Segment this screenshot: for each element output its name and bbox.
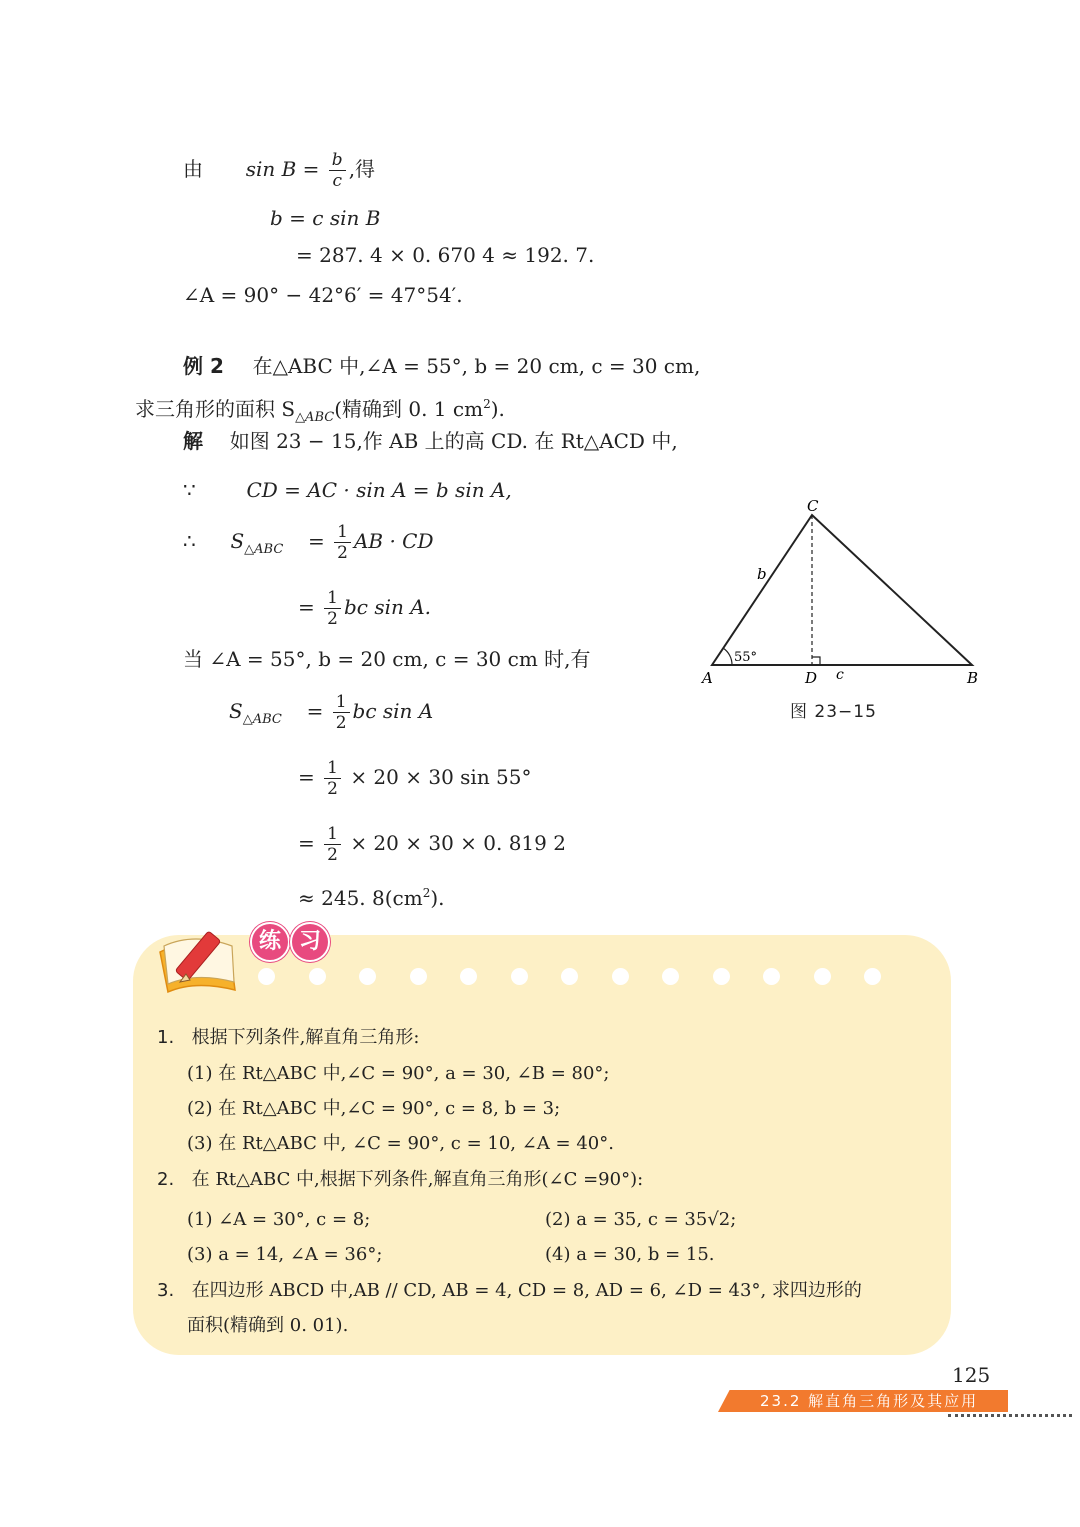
area-calc-3: = $\frac{1}{2}$ × 20 × 30 × 0. 819 2 [298,824,566,865]
decor-dot [511,968,528,985]
decor-dot [713,968,730,985]
area-calc-1: $S_{\triangle ABC}$ = $\frac{1}{2}$ bc sin A [229,692,434,733]
side-label-c: c [836,667,844,683]
decor-dot [410,968,427,985]
triangle-figure [690,495,1000,695]
exercise-1-1: (1) 在 Rt△ABC 中,∠C = 90°, a = 30, ∠B = 80°; [187,1063,610,1084]
side-label-b: b [757,565,767,583]
exercise-2: 2. 在 Rt△ABC 中,根据下列条件,解直角三角形(∠C =90°): [157,1169,644,1190]
figure-caption: 图 23−15 [790,702,877,722]
vertex-label-b: B [967,669,979,687]
substitution-line: 当 ∠A = 55°, b = 20 cm, c = 30 cm 时,有 [183,647,591,671]
area-calc-2: = $\frac{1}{2}$ × 20 × 30 sin 55° [298,758,532,799]
fraction-half: $\frac{1}{2}$ [334,522,351,563]
pencil-paper-icon [150,912,250,1002]
vertex-label-d: D [805,669,818,687]
angle-arc [723,648,732,665]
exercise-2-3: (3) a = 14, ∠A = 36°; [187,1244,383,1265]
decor-dot [460,968,477,985]
example-2-statement: 例 2 在△ABC 中,∠A = 55°, b = 20 cm, c = 30 cm, [183,354,701,378]
triangle-abc [712,515,972,665]
right-angle-mark [812,657,820,665]
decor-dot [763,968,780,985]
footer-dotted-line [948,1414,1072,1417]
decor-dot [612,968,629,985]
fraction-half: $\frac{1}{2}$ [324,824,341,865]
practice-title-char-1: 练 [250,922,290,962]
practice-title-char-2: 习 [290,922,330,962]
section-title: 23.2 解直角三角形及其应用 [760,1392,979,1410]
solution-intro: 解 如图 23 − 15,作 AB 上的高 CD. 在 Rt△ACD 中, [183,429,678,453]
page-number: 125 [952,1363,991,1387]
exercise-2-2: (2) a = 35, c = 35√2; [545,1209,737,1230]
decor-dot [359,968,376,985]
fraction-half: $\frac{1}{2}$ [333,692,350,733]
example-2-question: 求三角形的面积 $S_{\triangle ABC}$(精确到 0. 1 $cm^2$). [135,397,505,425]
decor-dot [864,968,881,985]
vertex-label-a: A [702,669,713,687]
decor-dot [814,968,831,985]
formula-b-eq: b = c sin B [270,206,381,230]
formula-angle-A: ∠A = 90° − 42°6′ = 47°54′. [183,283,463,307]
exercise-1: 1. 根据下列条件,解直角三角形: [157,1027,420,1048]
area-result: ≈ 245. $8(cm^2)$. [298,886,445,910]
fraction-half: $\frac{1}{2}$ [324,758,341,799]
exercise-3: 3. 在四边形 ABCD 中,AB // CD, AB = 4, CD = 8, AD = 6, ∠D = 43°, 求四边形的 [157,1280,862,1301]
fraction-half: $\frac{1}{2}$ [324,588,341,629]
exercise-1-3: (3) 在 Rt△ABC 中, ∠C = 90°, c = 10, ∠A = 40°. [187,1133,614,1154]
decor-dot [309,968,326,985]
decor-dot [662,968,679,985]
exercise-2-1: (1) ∠A = 30°, c = 8; [187,1209,371,1230]
exercise-3-cont: 面积(精确到 0. 01). [187,1315,349,1336]
fraction-b-over-c: $\frac{b}{c}$ [329,150,346,191]
decor-dot [258,968,275,985]
exercise-1-2: (2) 在 Rt△ABC 中,∠C = 90°, c = 8, b = 3; [187,1098,561,1119]
vertex-label-c: C [807,497,819,515]
formula-sinB: 由 sin B = $\frac{b}{c}$ ,得 [183,150,376,191]
because-line: ∵ CD = AC · sin A = b sin A, [183,478,512,502]
exercise-2-4: (4) a = 30, b = 15. [545,1244,715,1265]
area-formula-1: ∴ $S_{\triangle ABC}$ = $\frac{1}{2}$ AB · CD [183,522,434,563]
decor-dot [561,968,578,985]
area-formula-2: = $\frac{1}{2}$ bc sin A. [298,588,432,629]
formula-b-value: = 287. 4 × 0. 670 4 ≈ 192. 7. [296,243,595,267]
angle-label: 55° [734,650,758,665]
